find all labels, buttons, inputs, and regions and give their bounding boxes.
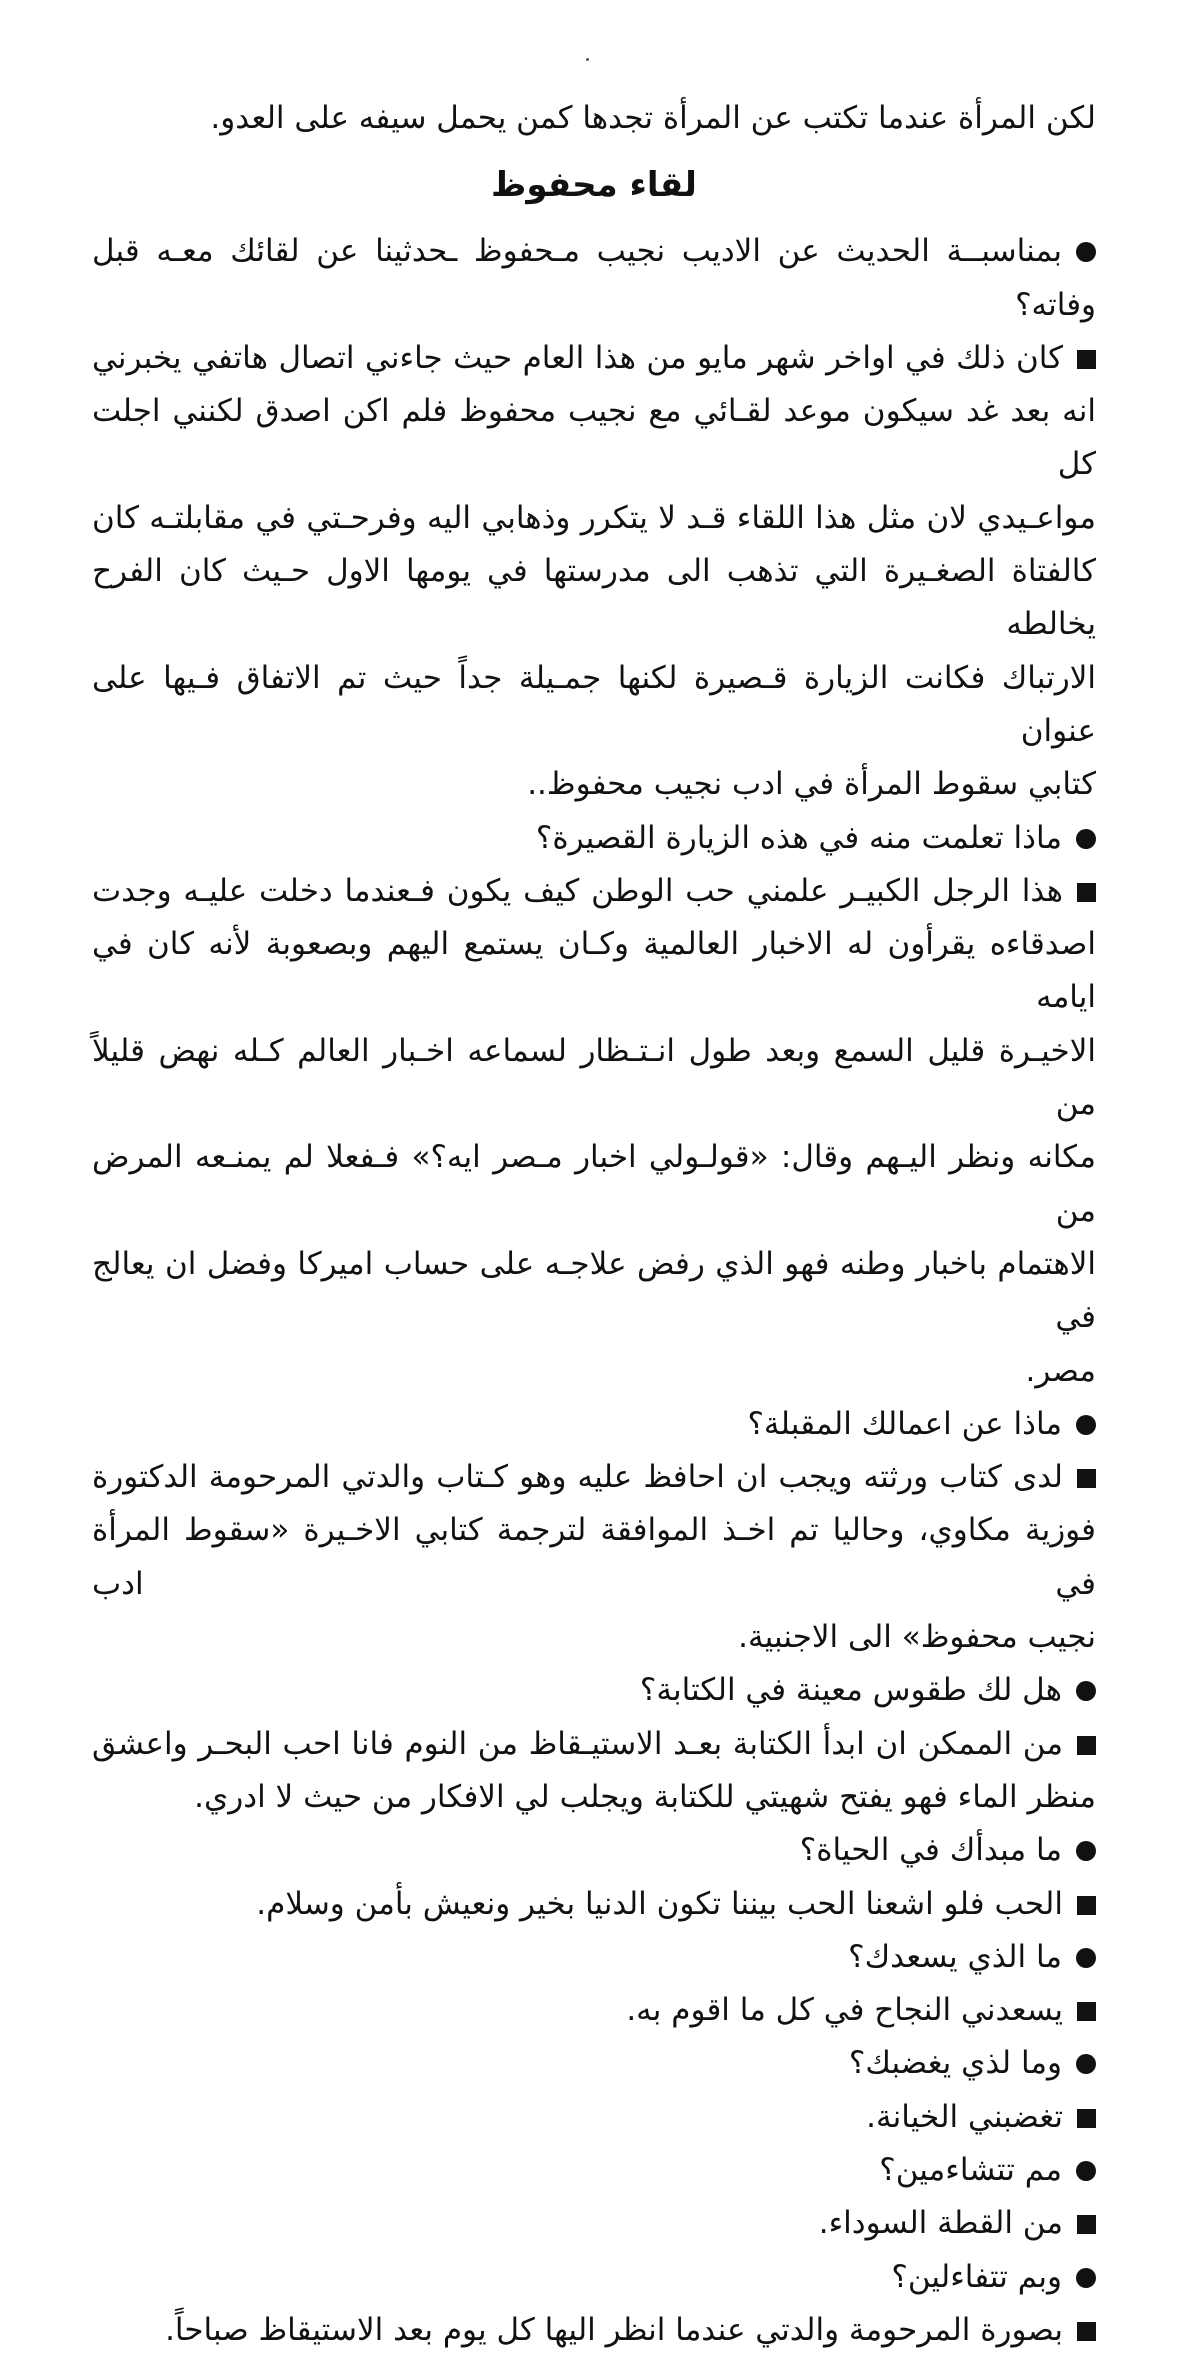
line-text: من القطة السوداء. xyxy=(818,2205,1063,2242)
answer-line xyxy=(92,758,1096,811)
answer-line xyxy=(92,2304,1096,2357)
square-bullet-icon xyxy=(1077,1736,1096,1755)
answer-paragraph xyxy=(92,1984,1096,2037)
answer-line xyxy=(92,1504,1096,1611)
question-line xyxy=(92,279,1096,332)
answer-line xyxy=(92,865,1096,918)
circle-bullet-icon xyxy=(1076,1415,1096,1435)
line-text: الاهتمام باخبار وطنه فهو الذي رفض علاجـه على حساب اميركا وفضل ان يعالج في xyxy=(92,1245,1096,1336)
interview-qa xyxy=(92,225,1096,2357)
answer-paragraph xyxy=(92,1451,1096,1664)
question-line xyxy=(92,225,1096,278)
answer-line xyxy=(92,1771,1096,1824)
circle-bullet-icon xyxy=(1076,1948,1096,1968)
circle-bullet-icon xyxy=(1076,1681,1096,1701)
line-text: كالفتاة الصغـيرة التي تذهب الى مدرستها في يومها الاول حـيث كان الفرح يخالطه xyxy=(92,553,1096,643)
line-text: من الممكن ان ابدأ الكتابة بعـد الاستيـقاظ من النوم فانا احب البحـر واعشق xyxy=(92,1725,1063,1762)
answer-line xyxy=(92,1878,1096,1931)
answer-paragraph xyxy=(92,2197,1096,2250)
square-bullet-icon xyxy=(1077,2215,1096,2234)
answer-line xyxy=(92,652,1096,759)
answer-line xyxy=(92,332,1096,385)
line-text: الاخيـرة قليل السمع وبعد طول انـتـظار لسماعه اخـبار العالم كـله نهض قليلاً من xyxy=(92,1032,1096,1123)
answer-paragraph xyxy=(92,865,1096,1398)
question-paragraph xyxy=(92,1664,1096,1717)
square-bullet-icon xyxy=(1077,883,1096,902)
line-text: وبم تتفاءلين؟ xyxy=(891,2258,1062,2295)
line-text: كتابي سقوط المرأة في ادب نجيب محفوظ.. xyxy=(527,766,1096,803)
line-text: مصر. xyxy=(1025,1352,1096,1389)
circle-bullet-icon xyxy=(1076,829,1096,849)
circle-bullet-icon xyxy=(1076,2268,1096,2288)
line-text: مم تتشاءمين؟ xyxy=(879,2151,1062,2188)
line-text: انه بعد غد سيكون موعد لقـائي مع نجيب محفوظ فلم اكن اصدق لكنني اجلت كل xyxy=(92,393,1096,483)
question-paragraph xyxy=(92,2251,1096,2304)
line-text: ماذا عن اعمالك المقبلة؟ xyxy=(747,1405,1062,1442)
question-paragraph xyxy=(92,812,1096,865)
answer-line xyxy=(92,1025,1096,1132)
question-paragraph xyxy=(92,2037,1096,2090)
circle-bullet-icon xyxy=(1076,2161,1096,2181)
answer-line xyxy=(92,918,1096,1025)
question-paragraph xyxy=(92,1824,1096,1877)
answer-paragraph xyxy=(92,1878,1096,1931)
answer-line xyxy=(92,1345,1096,1398)
line-text: فوزية مكاوي، وحاليا تم اخـذ الموافقة لترجمة كتابي الاخـيرة «سقوط المرأة في ادب xyxy=(92,1512,1096,1602)
answer-line xyxy=(92,545,1096,652)
line-text: لدى كتاب ورثته ويجب ان احافظ عليه وهو كـتاب والدتي المرحومة الدكتورة xyxy=(92,1459,1063,1496)
article-body xyxy=(92,92,1096,2357)
answer-paragraph xyxy=(92,332,1096,812)
question-line xyxy=(92,812,1096,865)
answer-line xyxy=(92,1718,1096,1771)
circle-bullet-icon xyxy=(1076,2054,1096,2074)
answer-line xyxy=(92,1611,1096,1664)
question-line xyxy=(92,1664,1096,1717)
square-bullet-icon xyxy=(1077,1469,1096,1488)
square-bullet-icon xyxy=(1077,2322,1096,2341)
question-paragraph xyxy=(92,2144,1096,2197)
line-text: كان ذلك في اواخر شهر مايو من هذا العام حيث جاءني اتصال هاتفي يخبرني xyxy=(92,339,1063,376)
answer-line xyxy=(92,1984,1096,2037)
line-text: وفاته؟ xyxy=(1015,286,1096,323)
answer-paragraph xyxy=(92,2091,1096,2144)
line-text: الحب فلو اشعنا الحب بيننا تكون الدنيا بخير ونعيش بأمن وسلام. xyxy=(256,1885,1063,1922)
line-text: بمناسبــة الحديث عن الاديب نجيب مـحفوظ ـحدثينا عن لقائك معـه قبل xyxy=(92,233,1062,270)
square-bullet-icon xyxy=(1077,1896,1096,1915)
answer-paragraph xyxy=(92,1718,1096,1825)
answer-line xyxy=(92,1238,1096,1345)
line-text: نجيب محفوظ» الى الاجنبية. xyxy=(738,1619,1096,1656)
line-text: مكانه ونظر اليـهم وقال: «قولـولي اخبار مـصر ايه؟» فـفعلا لم يمنـعه المرض من xyxy=(92,1139,1096,1229)
scan-speck xyxy=(586,58,589,61)
question-line xyxy=(92,1931,1096,1984)
line-text: تغضبني الخيانة. xyxy=(866,2098,1063,2135)
line-text: هل لك طقوس معينة في الكتابة؟ xyxy=(639,1672,1062,1709)
question-paragraph xyxy=(92,225,1096,332)
answer-line xyxy=(92,1451,1096,1504)
question-paragraph xyxy=(92,1931,1096,1984)
square-bullet-icon xyxy=(1077,2109,1096,2128)
question-line xyxy=(92,2037,1096,2090)
line-text: هذا الرجل الكبيـر علمني حب الوطن كيف يكون فـعندما دخلت عليـه وجدت xyxy=(92,872,1063,909)
question-line xyxy=(92,2144,1096,2197)
line-text: يسعدني النجاح في كل ما اقوم به. xyxy=(626,1992,1063,2029)
line-text: بصورة المرحومة والدتي عندما انظر اليها كل يوم بعد الاستيقاظ صباحاً. xyxy=(165,2311,1063,2348)
question-line xyxy=(92,2251,1096,2304)
answer-line xyxy=(92,1131,1096,1238)
line-text: اصدقاءه يقرأون له الاخبار العالمية وكـان يستمع اليهم وبصعوبة لأنه كان في ايامه xyxy=(92,926,1096,1016)
line-text: ما مبدأك في الحياة؟ xyxy=(799,1832,1062,1869)
answer-paragraph xyxy=(92,2304,1096,2357)
circle-bullet-icon xyxy=(1076,1841,1096,1861)
article-title: لقاء محفوظ xyxy=(491,165,697,206)
question-line xyxy=(92,1824,1096,1877)
question-line xyxy=(92,1398,1096,1451)
line-text: وما لذي يغضبك؟ xyxy=(848,2045,1062,2082)
circle-bullet-icon xyxy=(1076,242,1096,262)
answer-line xyxy=(92,492,1096,545)
answer-line xyxy=(92,2197,1096,2250)
line-text: ما الذي يسعدك؟ xyxy=(848,1938,1062,1975)
square-bullet-icon xyxy=(1077,2002,1096,2021)
question-paragraph xyxy=(92,1398,1096,1451)
answer-line xyxy=(92,385,1096,492)
intro-line: لكن المرأة عندما تكتب عن المرأة تجدها كمن يحمل سيفه على العدو. xyxy=(210,100,1096,136)
line-text: مواعـيدي لان مثل هذا اللقاء قـد لا يتكرر وذهابي اليه وفرحـتي في مقابلتـه كان xyxy=(92,499,1096,536)
answer-line xyxy=(92,2091,1096,2144)
square-bullet-icon xyxy=(1077,350,1096,369)
line-text: منظر الماء فهو يفتح شهيتي للكتابة ويجلب لي الافكار من حيث لا ادري. xyxy=(194,1778,1096,1815)
line-text: ماذا تعلمت منه في هذه الزيارة القصيرة؟ xyxy=(535,819,1062,856)
line-text: الارتباك فكانت الزيارة قـصيرة لكنها جمـيلة جداً حيث تم الاتفاق فـيها على عنوان xyxy=(92,659,1096,749)
